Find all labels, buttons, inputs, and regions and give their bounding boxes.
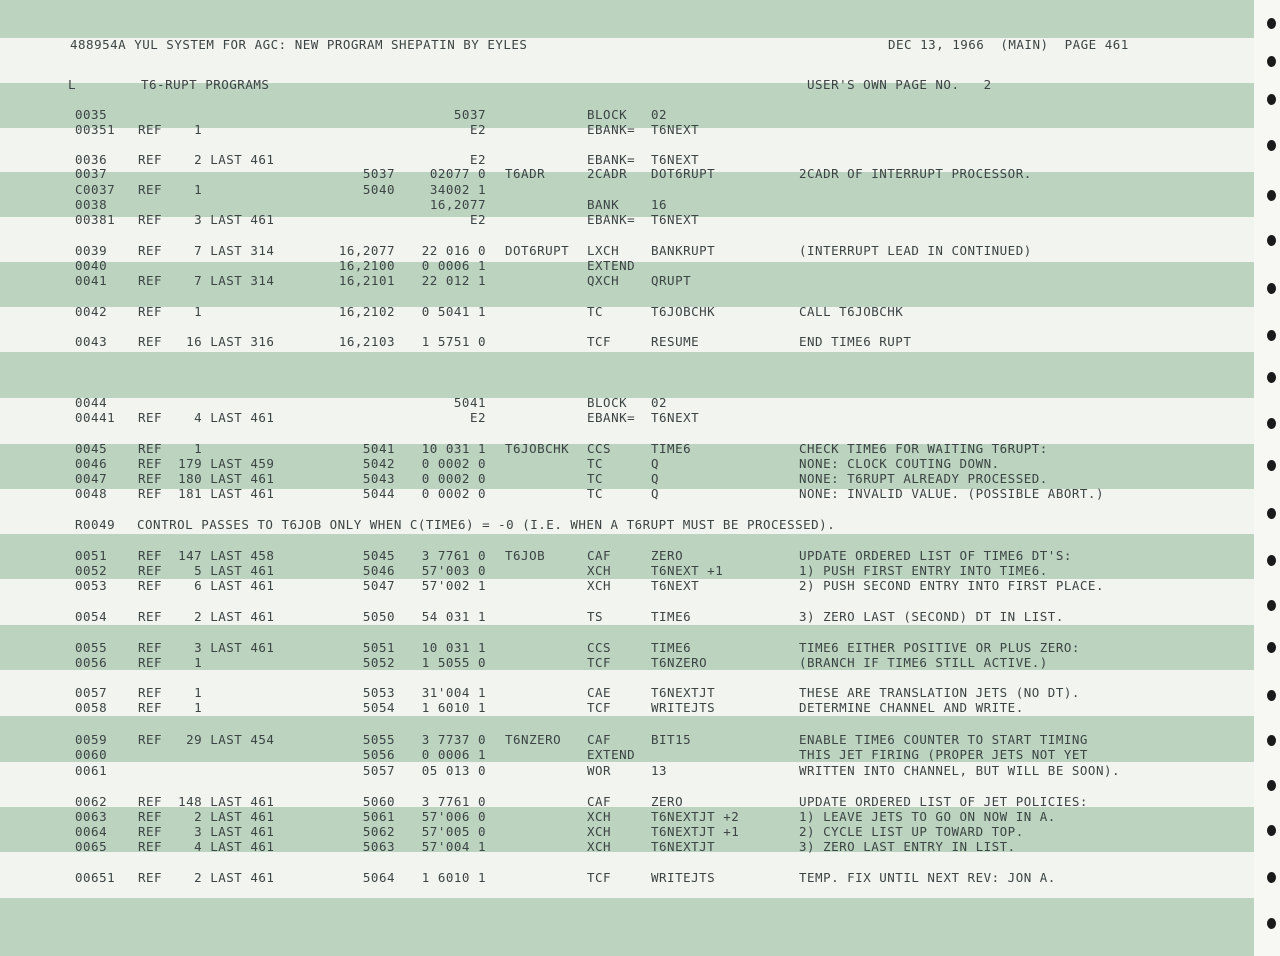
location-field: 16,2101 (338, 273, 395, 288)
sprocket-hole (1267, 690, 1276, 701)
label-field: T6ADR (505, 166, 546, 181)
octal-word: 57'004 1 (421, 839, 486, 854)
location-field: 5050 (362, 609, 395, 624)
address-field: WRITEJTS (651, 700, 716, 715)
address-field: T6NEXTJT (651, 839, 716, 854)
octal-word: 10 031 1 (421, 640, 486, 655)
octal-word: 16,2077 (429, 197, 486, 212)
line-number: 0052 (75, 563, 108, 578)
octal-word: 57'003 0 (421, 563, 486, 578)
comment-field: TEMP. FIX UNTIL NEXT REV: JON A. (799, 870, 1056, 885)
ref-field: REF 2 LAST 461 (138, 870, 275, 885)
sprocket-hole (1267, 735, 1276, 746)
line-number: 0061 (75, 763, 108, 778)
greenbar-band (0, 0, 1254, 38)
line-number: 0042 (75, 304, 108, 319)
ref-field: REF 16 LAST 316 (138, 334, 275, 349)
line-number: 0053 (75, 578, 108, 593)
octal-word: 1 5751 0 (421, 334, 486, 349)
sprocket-hole (1267, 94, 1276, 105)
ref-field: REF 1 (138, 182, 203, 197)
line-number: 0043 (75, 334, 108, 349)
octal-word: 22 016 0 (421, 243, 486, 258)
opcode-field: BLOCK (587, 107, 628, 122)
ref-field: REF 1 (138, 122, 203, 137)
octal-word: 57'002 1 (421, 578, 486, 593)
line-number: C0037 (75, 182, 116, 197)
opcode-field: EBANK= (587, 122, 636, 137)
address-field: 16 (651, 197, 668, 212)
location-field: 5061 (362, 809, 395, 824)
address-field: Q (651, 486, 660, 501)
octal-word: 0 0006 1 (421, 747, 486, 762)
sprocket-hole (1267, 372, 1276, 383)
ref-field: REF 1 (138, 685, 203, 700)
address-field: T6NEXT (651, 212, 700, 227)
ref-field: REF 3 LAST 461 (138, 212, 275, 227)
sprocket-hole (1267, 235, 1276, 246)
line-number: 00351 (75, 122, 116, 137)
line-number: 0063 (75, 809, 108, 824)
sprocket-hole (1267, 918, 1276, 929)
opcode-field: TC (587, 486, 604, 501)
opcode-field: CAF (587, 548, 612, 563)
line-number: 0062 (75, 794, 108, 809)
sprocket-hole (1267, 872, 1276, 883)
ref-field: REF 147 LAST 458 (138, 548, 275, 563)
opcode-field: XCH (587, 563, 612, 578)
line-number: 0046 (75, 456, 108, 471)
address-field: TIME6 (651, 609, 692, 624)
ref-field: REF 7 LAST 314 (138, 273, 275, 288)
sprocket-hole (1267, 140, 1276, 151)
line-number: 0037 (75, 166, 108, 181)
line-number: 0045 (75, 441, 108, 456)
opcode-field: QXCH (587, 273, 620, 288)
address-field: ZERO (651, 548, 684, 563)
opcode-field: TS (587, 609, 604, 624)
line-number: 00651 (75, 870, 116, 885)
sprocket-hole (1267, 780, 1276, 791)
address-field: DOT6RUPT (651, 166, 716, 181)
opcode-field: TCF (587, 334, 612, 349)
comment-field: 2CADR OF INTERRUPT PROCESSOR. (799, 166, 1032, 181)
location-field: 5040 (362, 182, 395, 197)
octal-word: 31'004 1 (421, 685, 486, 700)
address-field: T6NEXT (651, 578, 700, 593)
octal-word: 1 6010 1 (421, 870, 486, 885)
sprocket-hole (1267, 642, 1276, 653)
opcode-field: XCH (587, 824, 612, 839)
address-field: ZERO (651, 794, 684, 809)
location-field: 16,2102 (338, 304, 395, 319)
octal-word: 3 7761 0 (421, 794, 486, 809)
address-field: T6NEXT +1 (651, 563, 724, 578)
ref-field: REF 1 (138, 441, 203, 456)
address-field: Q (651, 456, 660, 471)
opcode-field: XCH (587, 809, 612, 824)
comment-field: 2) CYCLE LIST UP TOWARD TOP. (799, 824, 1024, 839)
ref-field: REF 181 LAST 461 (138, 486, 275, 501)
location-field: 5042 (362, 456, 395, 471)
address-field: T6NEXT (651, 122, 700, 137)
address-field: T6NEXTJT +1 (651, 824, 740, 839)
greenbar-band (0, 352, 1254, 398)
line-number: 0065 (75, 839, 108, 854)
comment-field: NONE: T6RUPT ALREADY PROCESSED. (799, 471, 1048, 486)
sprocket-hole (1267, 18, 1276, 29)
location-field: 16,2103 (338, 334, 395, 349)
address-field: 02 (651, 395, 668, 410)
label-field: T6JOBCHK (505, 441, 570, 456)
sprocket-hole (1267, 508, 1276, 519)
line-number: 0064 (75, 824, 108, 839)
address-field: T6NZERO (651, 655, 708, 670)
comment-field: UPDATE ORDERED LIST OF TIME6 DT'S: (799, 548, 1072, 563)
line-number: 0038 (75, 197, 108, 212)
location-field: 5041 (362, 441, 395, 456)
octal-word: 1 6010 1 (421, 700, 486, 715)
location-field: 5055 (362, 732, 395, 747)
location-field: 5043 (362, 471, 395, 486)
address-field: BANKRUPT (651, 243, 716, 258)
opcode-field: BANK (587, 197, 620, 212)
line-number: 0041 (75, 273, 108, 288)
ref-field: REF 29 LAST 454 (138, 732, 275, 747)
opcode-field: TC (587, 304, 604, 319)
line-number: 0056 (75, 655, 108, 670)
greenbar-band (0, 898, 1254, 956)
comment-field: (BRANCH IF TIME6 STILL ACTIVE.) (799, 655, 1048, 670)
label-field: DOT6RUPT (505, 243, 570, 258)
ref-field: REF 2 LAST 461 (138, 809, 275, 824)
opcode-field: EBANK= (587, 152, 636, 167)
remark-line: CONTROL PASSES TO T6JOB ONLY WHEN C(TIME6) = -0 (I.E. WHEN A T6RUPT MUST BE PROCESSED). (137, 517, 836, 532)
ref-field: REF 4 LAST 461 (138, 410, 275, 425)
line-number: 0035 (75, 107, 108, 122)
label-field: T6JOB (505, 548, 546, 563)
address-field: RESUME (651, 334, 700, 349)
address-field: T6NEXT (651, 410, 700, 425)
opcode-field: 2CADR (587, 166, 628, 181)
location-field: 5041 (453, 395, 486, 410)
comment-field: 3) ZERO LAST (SECOND) DT IN LIST. (799, 609, 1064, 624)
line-number: R0049 (75, 517, 116, 532)
line-number: 00381 (75, 212, 116, 227)
line-number: 0055 (75, 640, 108, 655)
comment-field: END TIME6 RUPT (799, 334, 912, 349)
address-field: Q (651, 471, 660, 486)
location-field: 5037 (362, 166, 395, 181)
ref-field: REF 3 LAST 461 (138, 824, 275, 839)
opcode-field: TC (587, 471, 604, 486)
section-title: T6-RUPT PROGRAMS (141, 77, 270, 92)
ref-field: REF 1 (138, 700, 203, 715)
octal-word: 0 0002 0 (421, 471, 486, 486)
ref-field: REF 5 LAST 461 (138, 563, 275, 578)
ref-field: REF 3 LAST 461 (138, 640, 275, 655)
opcode-field: XCH (587, 839, 612, 854)
page-header-title: 488954A YUL SYSTEM FOR AGC: NEW PROGRAM SHEPATIN BY EYLES (70, 37, 528, 52)
address-field: T6NEXT (651, 152, 700, 167)
location-field: 5052 (362, 655, 395, 670)
comment-field: 1) PUSH FIRST ENTRY INTO TIME6. (799, 563, 1048, 578)
opcode-field: TCF (587, 700, 612, 715)
line-number: 0051 (75, 548, 108, 563)
address-field: T6NEXTJT +2 (651, 809, 740, 824)
ref-field: REF 179 LAST 459 (138, 456, 275, 471)
address-field: BIT15 (651, 732, 692, 747)
comment-field: UPDATE ORDERED LIST OF JET POLICIES: (799, 794, 1088, 809)
location-field: 5054 (362, 700, 395, 715)
opcode-field: CCS (587, 640, 612, 655)
location-field: 5037 (453, 107, 486, 122)
opcode-field: TCF (587, 870, 612, 885)
line-number: 0059 (75, 732, 108, 747)
location-field: 5044 (362, 486, 395, 501)
opcode-field: TC (587, 456, 604, 471)
opcode-field: EXTEND (587, 258, 636, 273)
octal-word: 34002 1 (429, 182, 486, 197)
location-field: 5046 (362, 563, 395, 578)
location-field: 5047 (362, 578, 395, 593)
address-field: WRITEJTS (651, 870, 716, 885)
comment-field: 1) LEAVE JETS TO GO ON NOW IN A. (799, 809, 1056, 824)
comment-field: 3) ZERO LAST ENTRY IN LIST. (799, 839, 1016, 854)
octal-word: 54 031 1 (421, 609, 486, 624)
line-number: 0058 (75, 700, 108, 715)
opcode-field: CCS (587, 441, 612, 456)
comment-field: DETERMINE CHANNEL AND WRITE. (799, 700, 1024, 715)
opcode-field: CAF (587, 794, 612, 809)
octal-word: 22 012 1 (421, 273, 486, 288)
opcode-field: CAF (587, 732, 612, 747)
address-field: T6NEXTJT (651, 685, 716, 700)
l-marker: L (68, 77, 77, 92)
line-number: 0047 (75, 471, 108, 486)
location-field: 5056 (362, 747, 395, 762)
octal-word: 0 0002 0 (421, 456, 486, 471)
location-field: E2 (469, 212, 486, 227)
location-field: 5057 (362, 763, 395, 778)
address-field: 13 (651, 763, 668, 778)
line-number: 0060 (75, 747, 108, 762)
address-field: 02 (651, 107, 668, 122)
comment-field: NONE: INVALID VALUE. (POSSIBLE ABORT.) (799, 486, 1104, 501)
sprocket-hole (1267, 600, 1276, 611)
location-field: 5062 (362, 824, 395, 839)
octal-word: 10 031 1 (421, 441, 486, 456)
sprocket-hole (1267, 190, 1276, 201)
comment-field: ENABLE TIME6 COUNTER TO START TIMING (799, 732, 1088, 747)
sprocket-hole (1267, 56, 1276, 67)
ref-field: REF 180 LAST 461 (138, 471, 275, 486)
location-field: 5064 (362, 870, 395, 885)
octal-word: 1 5055 0 (421, 655, 486, 670)
opcode-field: CAE (587, 685, 612, 700)
location-field: E2 (469, 122, 486, 137)
ref-field: REF 7 LAST 314 (138, 243, 275, 258)
ref-field: REF 148 LAST 461 (138, 794, 275, 809)
line-number: 0040 (75, 258, 108, 273)
ref-field: REF 2 LAST 461 (138, 609, 275, 624)
comment-field: CALL T6JOBCHK (799, 304, 904, 319)
line-number: 0036 (75, 152, 108, 167)
comment-field: 2) PUSH SECOND ENTRY INTO FIRST PLACE. (799, 578, 1104, 593)
users-page-number: USER'S OWN PAGE NO. 2 (807, 77, 992, 92)
location-field: 5063 (362, 839, 395, 854)
location-field: 5053 (362, 685, 395, 700)
sprocket-hole (1267, 330, 1276, 341)
comment-field: NONE: CLOCK COUTING DOWN. (799, 456, 1000, 471)
octal-word: 0 0006 1 (421, 258, 486, 273)
location-field: E2 (469, 152, 486, 167)
comment-field: WRITTEN INTO CHANNEL, BUT WILL BE SOON). (799, 763, 1121, 778)
opcode-field: EXTEND (587, 747, 636, 762)
ref-field: REF 6 LAST 461 (138, 578, 275, 593)
opcode-field: BLOCK (587, 395, 628, 410)
location-field: 16,2077 (338, 243, 395, 258)
comment-field: CHECK TIME6 FOR WAITING T6RUPT: (799, 441, 1048, 456)
line-number: 0044 (75, 395, 108, 410)
ref-field: REF 4 LAST 461 (138, 839, 275, 854)
sprocket-hole (1267, 555, 1276, 566)
ref-field: REF 1 (138, 304, 203, 319)
location-field: 5051 (362, 640, 395, 655)
line-number: 0054 (75, 609, 108, 624)
opcode-field: EBANK= (587, 410, 636, 425)
sprocket-hole (1267, 418, 1276, 429)
comment-field: THESE ARE TRANSLATION JETS (NO DT). (799, 685, 1080, 700)
opcode-field: WOR (587, 763, 612, 778)
comment-field: TIME6 EITHER POSITIVE OR PLUS ZERO: (799, 640, 1080, 655)
location-field: 5060 (362, 794, 395, 809)
address-field: QRUPT (651, 273, 692, 288)
line-number: 0057 (75, 685, 108, 700)
octal-word: 0 5041 1 (421, 304, 486, 319)
opcode-field: LXCH (587, 243, 620, 258)
location-field: 5045 (362, 548, 395, 563)
sprocket-hole (1267, 460, 1276, 471)
line-number: 00441 (75, 410, 116, 425)
opcode-field: TCF (587, 655, 612, 670)
sprocket-hole (1267, 825, 1276, 836)
octal-word: 3 7761 0 (421, 548, 486, 563)
octal-word: 02077 0 (429, 166, 486, 181)
address-field: T6JOBCHK (651, 304, 716, 319)
label-field: T6NZERO (505, 732, 562, 747)
opcode-field: XCH (587, 578, 612, 593)
address-field: TIME6 (651, 640, 692, 655)
comment-field: THIS JET FIRING (PROPER JETS NOT YET (799, 747, 1088, 762)
opcode-field: EBANK= (587, 212, 636, 227)
address-field: TIME6 (651, 441, 692, 456)
line-number: 0039 (75, 243, 108, 258)
ref-field: REF 1 (138, 655, 203, 670)
octal-word: 3 7737 0 (421, 732, 486, 747)
location-field: 16,2100 (338, 258, 395, 273)
location-field: E2 (469, 410, 486, 425)
sprocket-hole (1267, 283, 1276, 294)
octal-word: 57'005 0 (421, 824, 486, 839)
comment-field: (INTERRUPT LEAD IN CONTINUED) (799, 243, 1032, 258)
octal-word: 57'006 0 (421, 809, 486, 824)
octal-word: 05 013 0 (421, 763, 486, 778)
ref-field: REF 2 LAST 461 (138, 152, 275, 167)
line-number: 0048 (75, 486, 108, 501)
tractor-feed-strip (1254, 0, 1280, 956)
page-header-date: DEC 13, 1966 (MAIN) PAGE 461 (888, 37, 1129, 52)
octal-word: 0 0002 0 (421, 486, 486, 501)
